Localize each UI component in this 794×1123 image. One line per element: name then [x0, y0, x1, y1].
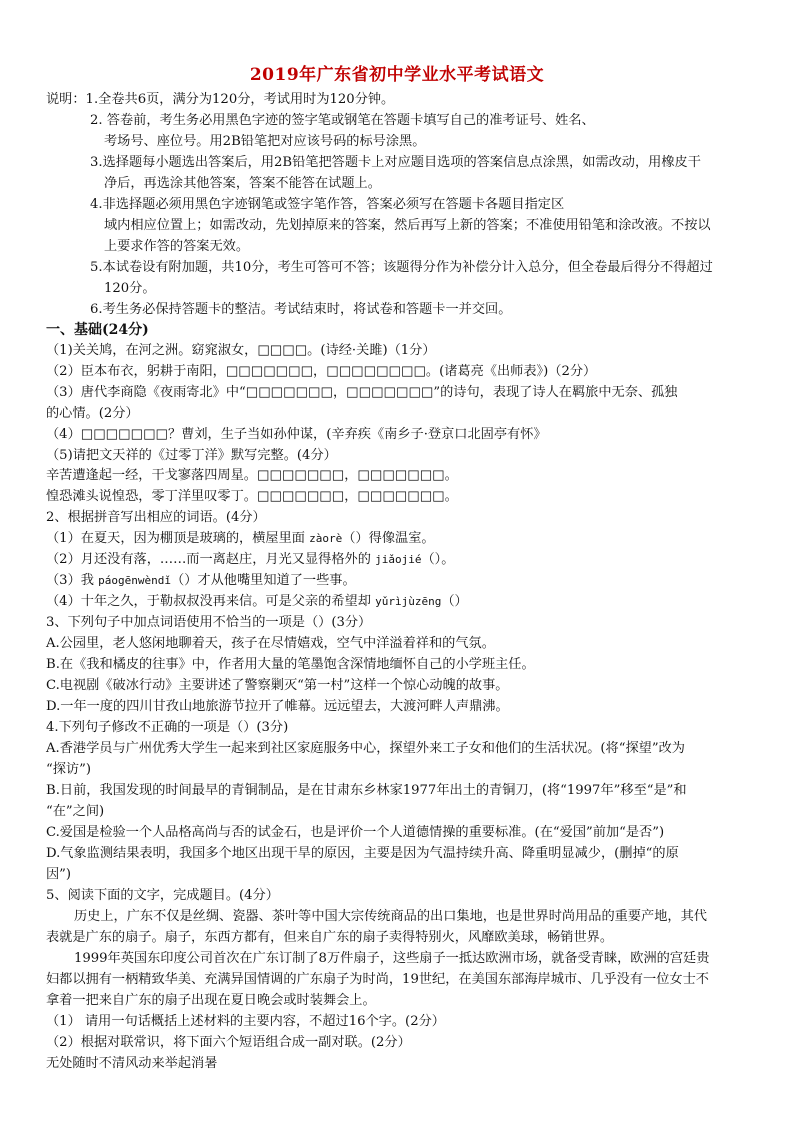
option-c: C.爱国是检验一个人品格高尚与否的试金石，也是评价一个人道德情操的重要标准。(在“爱国”前加“是否”) — [46, 825, 665, 840]
option-a-cont: “探访”) — [46, 762, 92, 777]
pinyin-text: zàorè — [309, 532, 343, 545]
instruction-line: 上要求作答的答案无效。 — [104, 239, 250, 254]
instruction-line: 120分。 — [104, 281, 156, 296]
instruction-line: 4.非选择题必须用黑色字迹钢笔或签字笔作答，答案必须写在答题卡各题目指定区 — [90, 197, 565, 212]
option-d-cont: 因”) — [46, 867, 72, 882]
sub-question: （2）根据对联常识，将下面六个短语组合成一副对联。(2分） — [46, 1035, 411, 1050]
question-line: 惶恐滩头说惶恐，零丁洋里叹零丁。□□□□□□□，□□□□□□□。 — [46, 489, 458, 504]
instruction-line: 3.选择题每小题选出答案后，用2B铅笔把答题卡上对应题目选项的答案信息点涂黑，如需改动，用橡皮干 — [90, 155, 701, 170]
option-d: D.气象监测结果表明，我国多个地区出现干旱的原因，主要是因为气温持续升高、降重明显减少，(删掉“的原 — [46, 846, 679, 861]
pinyin-text: yǔrìjùzēng — [375, 595, 442, 608]
option-d: D.一年一度的四川甘孜山地旅游节拉开了帷幕。远远望去，大渡河畔人声鼎沸。 — [46, 699, 509, 714]
item-text: （）。 — [421, 552, 455, 567]
passage-line: 1999年英国东印度公司首次在广东订制了8万件扇子，这些扇子一抵达欧洲市场，就备受青睐，欧洲的宫廷贵 — [74, 951, 710, 966]
option-b: B.日前，我国发现的时间最早的青铜制品，是在甘肃东乡林家1977年出土的青铜刀，(将“1997年”移至“是”和 — [46, 783, 687, 798]
passage-line: 历史上，广东不仅是丝绸、瓷器、茶叶等中国大宗传统商品的出口集地，也是世界时尚用品的重要产地，其代 — [74, 909, 707, 924]
instruction-line: 考场号、座位号。用2B铅笔把对应该号码的标号涂黑。 — [104, 134, 426, 149]
item-text: （）得像温室。 — [342, 531, 435, 546]
question-stem: 2、根据拼音写出相应的词语。(4分） — [46, 510, 266, 525]
section-heading: 一、基础(24分) — [46, 322, 149, 338]
instruction-line: 5.本试卷设有附加题，共10分，考生可答可不答；该题得分作为补偿分计入总分，但全卷最后得分不得超过 — [90, 260, 713, 275]
pinyin-text: páogēnwèndǐ — [98, 574, 172, 587]
option-b-cont: “在”之间) — [46, 804, 105, 819]
item-text: （4）十年之久，于勒叔叔没再来信。可是父亲的希望却 — [46, 594, 376, 609]
instruction-line: 净后，再选涂其他答案，答案不能答在试题上。 — [104, 176, 381, 191]
pinyin-text: jiǎojié — [375, 553, 422, 566]
question-stem: 5、阅读下面的文字，完成题目。(4分） — [46, 888, 279, 903]
pinyin-item — [46, 592, 468, 612]
phrase-line: 无处随时不清风动来举起消暑 — [46, 1056, 218, 1071]
passage-line: 拿着一把来自广东的扇子出现在夏日晚会或时装舞会上。 — [46, 993, 376, 1008]
question-line: （4）□□□□□□□？曹刘，生子当如孙仲谋，(辛弃疾《南乡子·登京口北固亭有怀》 — [46, 427, 547, 442]
option-b: B.在《我和橘皮的往事》中，作者用大量的笔墨饱含深情地缅怀自己的小学班主任。 — [46, 657, 535, 672]
passage-line: 表就是广东的扇子。扇子，东西方都有，但来自广东的扇子卖得特别火，风靡欧美球，畅销世界。 — [46, 930, 614, 945]
item-text: （） — [441, 594, 468, 609]
item-text: （1）在夏天，因为棚顶是玻璃的，横屋里面 — [46, 531, 310, 546]
option-c: C.电视剧《破冰行动》主要讲述了警察剿灭“第一村”这样一个惊心动魄的故事。 — [46, 678, 509, 693]
question-stem: 3、下列句子中加点词语使用不恰当的一项是（）(3分） — [46, 615, 372, 630]
instruction-line: 说明：1.全卷共6页，满分为120分，考试用时为120分钟。 — [46, 92, 395, 107]
item-text: （）才从他嘴里知道了一些事。 — [171, 573, 356, 588]
option-a: A.公园里，老人悠闲地聊着天，孩子在尽情嬉戏，空气中洋溢着祥和的气氛。 — [46, 636, 495, 651]
option-a: A.香港学员与广州优秀大学生一起来到社区家庭服务中心，探望外来工子女和他们的生活状况。(将“探望”改为 — [46, 741, 685, 756]
pinyin-item — [46, 550, 454, 570]
item-text: （3）我 — [46, 573, 99, 588]
instruction-line: 2. 答卷前，考生务必用黑色字迹的签字笔或钢笔在答题卡填写自己的准考证号、姓名、 — [90, 113, 595, 128]
pinyin-item — [46, 529, 435, 549]
question-line: （1)关关鸠，在河之洲。窈窕淑女，□□□□。(诗经·关雎)（1分） — [46, 343, 436, 358]
instruction-line: 域内相应位置上；如需改动，先划掉原来的答案，然后再写上新的答案；不准使用铅笔和涂改液。不按以 — [104, 218, 711, 233]
sub-question: （1） 请用一句话概括上述材料的主要内容，不超过16个字。(2分） — [46, 1014, 445, 1029]
question-line: 辛苦遭逢起一经，干戈寥落四周星。□□□□□□□，□□□□□□□。 — [46, 468, 458, 483]
pinyin-item — [46, 571, 356, 591]
passage-line: 妇都以拥有一柄精致华美、充满异国情调的广东扇子为时尚，19世纪，在美国东部海岸城市、几乎没有一位女士不 — [46, 972, 709, 987]
exam-title: 2019年广东省初中学业水平考试语文 — [249, 65, 545, 85]
question-line: （5)请把文天祥的《过零丁洋》默写完整。(4分） — [46, 448, 337, 463]
item-text: （2）月还没有落，……而一离赵庄，月光又显得格外的 — [46, 552, 376, 567]
question-line: （3）唐代李商隐《夜雨寄北》中“□□□□□□□，□□□□□□□”的诗句，表现了诗人在羁旅中无奈、孤独 — [46, 385, 678, 400]
question-line: 的心情。(2分） — [46, 406, 139, 421]
instruction-line: 6.考生务必保持答题卡的整洁。考试结束时，将试卷和答题卡一并交回。 — [90, 302, 512, 317]
question-stem: 4.下列句子修改不正确的一项是（）(3分) — [46, 720, 289, 735]
question-line: （2）臣本布衣，躬耕于南阳，□□□□□□□，□□□□□□□□。(诸葛亮《出师表》)（2分） — [46, 364, 597, 379]
